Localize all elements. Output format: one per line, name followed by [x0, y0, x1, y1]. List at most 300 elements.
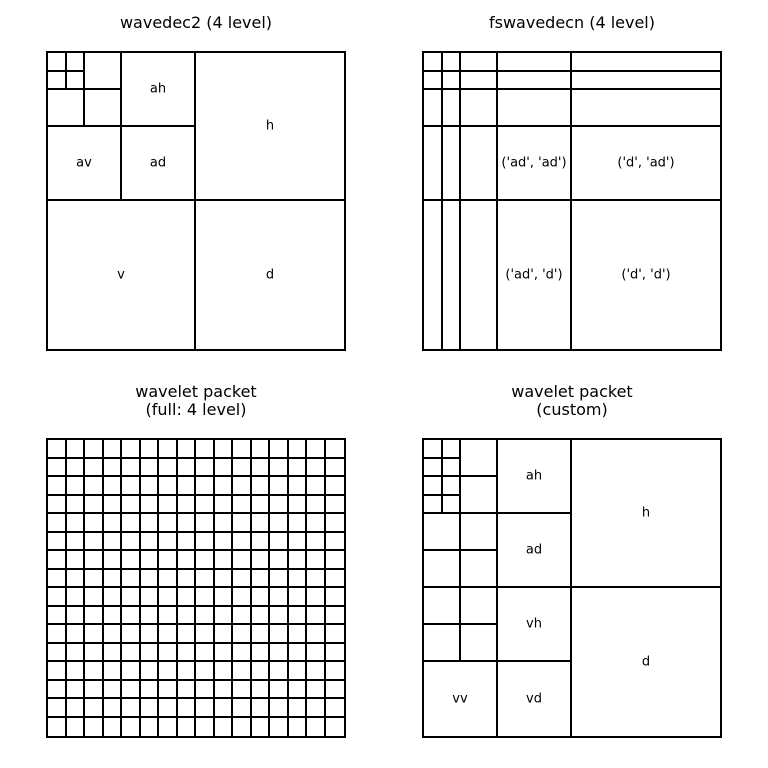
subband-cell-unlabeled — [122, 718, 141, 736]
subband-cell-unlabeled — [289, 533, 307, 551]
subband-cell-unlabeled — [270, 551, 289, 570]
subband-cell-unlabeled — [85, 662, 104, 681]
subband-cell — [572, 588, 720, 736]
subband-cell-unlabeled — [196, 459, 215, 477]
subband-cell-unlabeled — [233, 588, 252, 607]
subband-cell-unlabeled — [85, 53, 122, 90]
subband-cell-unlabeled — [289, 570, 307, 588]
subband-cell-unlabeled — [85, 514, 104, 533]
subband-cell-unlabeled — [307, 625, 326, 644]
subband-cell — [122, 53, 196, 127]
subband-cell-unlabeled — [178, 662, 196, 681]
subband-cell-unlabeled — [159, 718, 178, 736]
subband-label: v — [117, 267, 125, 283]
subband-cell-unlabeled — [233, 514, 252, 533]
subband-cell-unlabeled — [215, 625, 233, 644]
subband-cell-unlabeled — [178, 496, 196, 514]
subband-cell-unlabeled — [67, 607, 85, 625]
subband-cell-unlabeled — [141, 496, 159, 514]
subband-cell-unlabeled — [307, 533, 326, 551]
subband-cell-unlabeled — [215, 681, 233, 699]
subband-cell-unlabeled — [461, 90, 498, 127]
subband-cell-unlabeled — [252, 551, 270, 570]
subband-cell-unlabeled — [215, 496, 233, 514]
subband-cell — [498, 127, 572, 201]
subband-cell-unlabeled — [178, 644, 196, 662]
subband-cell-unlabeled — [443, 459, 461, 477]
subband-label: ('d', 'd') — [621, 267, 671, 283]
subband-cell-unlabeled — [159, 625, 178, 644]
subband-cell-unlabeled — [270, 459, 289, 477]
subband-cell-unlabeled — [104, 514, 122, 533]
subband-cell-unlabeled — [159, 514, 178, 533]
subband-cell-unlabeled — [141, 477, 159, 496]
subband-cell-unlabeled — [196, 551, 215, 570]
subband-cell — [196, 53, 344, 201]
subband-cell — [48, 127, 122, 201]
subband-cell-unlabeled — [48, 662, 67, 681]
subband-cell-unlabeled — [196, 570, 215, 588]
subband-cell-unlabeled — [122, 644, 141, 662]
subband-cell-unlabeled — [326, 551, 344, 570]
subband-cell-unlabeled — [159, 477, 178, 496]
subband-cell-unlabeled — [233, 459, 252, 477]
subband-cell-unlabeled — [48, 644, 67, 662]
subband-cell-unlabeled — [215, 570, 233, 588]
subband-cell-unlabeled — [326, 607, 344, 625]
subband-cell-unlabeled — [122, 477, 141, 496]
subband-cell-unlabeled — [85, 625, 104, 644]
subband-cell-unlabeled — [307, 477, 326, 496]
subband-cell-unlabeled — [215, 588, 233, 607]
subband-cell — [498, 201, 572, 349]
subband-cell-unlabeled — [85, 607, 104, 625]
subband-cell-unlabeled — [424, 588, 461, 625]
subband-cell-unlabeled — [159, 459, 178, 477]
subband-cell-unlabeled — [67, 440, 85, 459]
subband-cell-unlabeled — [178, 570, 196, 588]
subband-cell-unlabeled — [67, 625, 85, 644]
subband-cell-unlabeled — [461, 72, 498, 90]
subband-cell-unlabeled — [424, 477, 443, 496]
subband-cell-unlabeled — [122, 440, 141, 459]
subband-cell-unlabeled — [270, 496, 289, 514]
subband-cell-unlabeled — [122, 607, 141, 625]
subband-cell-unlabeled — [122, 588, 141, 607]
subband-cell-unlabeled — [104, 459, 122, 477]
subband-label: ad — [149, 155, 167, 171]
subband-cell-unlabeled — [67, 533, 85, 551]
subband-cell-unlabeled — [141, 644, 159, 662]
subband-cell-unlabeled — [141, 718, 159, 736]
subband-cell-unlabeled — [252, 588, 270, 607]
subband-cell-unlabeled — [104, 570, 122, 588]
subband-cell-unlabeled — [326, 570, 344, 588]
subband-cell-unlabeled — [48, 625, 67, 644]
subband-cell-unlabeled — [159, 440, 178, 459]
subband-cell-unlabeled — [196, 533, 215, 551]
subband-cell-unlabeled — [67, 644, 85, 662]
subband-cell-unlabeled — [122, 459, 141, 477]
subband-cell-unlabeled — [178, 440, 196, 459]
subband-cell-unlabeled — [252, 644, 270, 662]
subband-cell — [498, 514, 572, 588]
panel-title-fswavedecn: fswavedecn (4 level) — [489, 13, 655, 32]
subband-cell-unlabeled — [122, 625, 141, 644]
subband-cell-unlabeled — [270, 514, 289, 533]
subband-cell-unlabeled — [104, 607, 122, 625]
subband-cell-unlabeled — [443, 127, 461, 201]
subband-cell-unlabeled — [85, 570, 104, 588]
subband-cell-unlabeled — [252, 570, 270, 588]
subband-cell-unlabeled — [159, 551, 178, 570]
subband-cell-unlabeled — [498, 53, 572, 72]
subband-cell-unlabeled — [122, 662, 141, 681]
subband-cell — [572, 127, 720, 201]
subband-cell-unlabeled — [461, 440, 498, 477]
subband-cell-unlabeled — [141, 440, 159, 459]
subband-cell-unlabeled — [159, 570, 178, 588]
subband-cell-unlabeled — [424, 459, 443, 477]
subband-cell-unlabeled — [289, 699, 307, 718]
subband-cell-unlabeled — [424, 440, 443, 459]
subband-cell-unlabeled — [141, 681, 159, 699]
subband-cell-unlabeled — [233, 551, 252, 570]
panel-title-wavelet-packet-full: wavelet packet (full: 4 level) — [135, 382, 257, 419]
subband-cell-unlabeled — [122, 570, 141, 588]
subband-cell-unlabeled — [85, 644, 104, 662]
subband-cell-unlabeled — [196, 718, 215, 736]
subband-cell-unlabeled — [178, 607, 196, 625]
subband-cell-unlabeled — [215, 699, 233, 718]
subband-cell-unlabeled — [424, 201, 443, 349]
subband-cell-unlabeled — [141, 588, 159, 607]
subband-cell-unlabeled — [85, 718, 104, 736]
subband-cell-unlabeled — [233, 644, 252, 662]
subband-cell-unlabeled — [85, 551, 104, 570]
subband-cell-unlabeled — [307, 496, 326, 514]
subband-cell-unlabeled — [104, 496, 122, 514]
subband-cell-unlabeled — [270, 644, 289, 662]
subband-cell-unlabeled — [233, 662, 252, 681]
subband-cell-unlabeled — [572, 53, 720, 72]
subband-label: h — [265, 118, 275, 134]
subband-cell-unlabeled — [85, 459, 104, 477]
subband-cell-unlabeled — [141, 607, 159, 625]
subband-cell-unlabeled — [178, 625, 196, 644]
subband-cell-unlabeled — [67, 718, 85, 736]
subband-cell-unlabeled — [159, 496, 178, 514]
panel-title-wavelet-packet-custom: wavelet packet (custom) — [511, 382, 633, 419]
subband-cell-unlabeled — [85, 477, 104, 496]
subband-cell-unlabeled — [122, 699, 141, 718]
subband-cell-unlabeled — [196, 699, 215, 718]
subband-cell-unlabeled — [270, 625, 289, 644]
subband-cell-unlabeled — [85, 699, 104, 718]
subband-cell-unlabeled — [85, 681, 104, 699]
subband-cell-unlabeled — [85, 533, 104, 551]
subband-cell-unlabeled — [104, 718, 122, 736]
subband-cell-unlabeled — [48, 699, 67, 718]
subband-cell-unlabeled — [252, 477, 270, 496]
subband-cell-unlabeled — [443, 496, 461, 514]
subband-cell-unlabeled — [326, 588, 344, 607]
subband-cell-unlabeled — [307, 440, 326, 459]
subband-cell-unlabeled — [215, 533, 233, 551]
subband-label: av — [76, 155, 92, 171]
subband-cell-unlabeled — [104, 681, 122, 699]
subband-cell-unlabeled — [159, 699, 178, 718]
subband-cell-unlabeled — [270, 533, 289, 551]
subband-cell-unlabeled — [289, 644, 307, 662]
subband-cell-unlabeled — [443, 201, 461, 349]
subband-cell-unlabeled — [104, 662, 122, 681]
subband-cell-unlabeled — [67, 662, 85, 681]
subband-cell-unlabeled — [252, 625, 270, 644]
subband-cell-unlabeled — [122, 514, 141, 533]
subband-cell-unlabeled — [307, 588, 326, 607]
subband-cell-unlabeled — [252, 718, 270, 736]
subband-cell-unlabeled — [48, 514, 67, 533]
subband-cell-unlabeled — [48, 588, 67, 607]
subband-cell-unlabeled — [196, 662, 215, 681]
subband-cell-unlabeled — [307, 607, 326, 625]
subband-cell-unlabeled — [122, 551, 141, 570]
subband-cell-unlabeled — [104, 644, 122, 662]
subband-cell-unlabeled — [196, 477, 215, 496]
subband-cell-unlabeled — [424, 551, 461, 588]
subband-cell-unlabeled — [307, 514, 326, 533]
subband-cell-unlabeled — [326, 533, 344, 551]
subband-cell-unlabeled — [48, 496, 67, 514]
subband-cell-unlabeled — [289, 681, 307, 699]
subband-cell-unlabeled — [159, 607, 178, 625]
subband-cell-unlabeled — [307, 570, 326, 588]
subband-cell-unlabeled — [48, 533, 67, 551]
subband-cell-unlabeled — [215, 607, 233, 625]
grid-fswavedecn — [422, 51, 722, 351]
subband-cell-unlabeled — [572, 90, 720, 127]
subband-cell-unlabeled — [48, 477, 67, 496]
grid-wavedec2 — [46, 51, 346, 351]
subband-cell-unlabeled — [326, 699, 344, 718]
subband-cell-unlabeled — [289, 477, 307, 496]
subband-cell-unlabeled — [67, 496, 85, 514]
subband-cell-unlabeled — [289, 551, 307, 570]
subband-cell-unlabeled — [233, 533, 252, 551]
subband-cell-unlabeled — [233, 477, 252, 496]
subband-cell-unlabeled — [141, 625, 159, 644]
subband-cell-unlabeled — [159, 588, 178, 607]
subband-cell-unlabeled — [443, 90, 461, 127]
subband-cell-unlabeled — [252, 681, 270, 699]
subband-cell-unlabeled — [326, 514, 344, 533]
subband-label: h — [641, 505, 651, 521]
subband-cell-unlabeled — [233, 625, 252, 644]
subband-cell-unlabeled — [178, 459, 196, 477]
subband-cell-unlabeled — [461, 551, 498, 588]
grid-wavelet-packet-full — [46, 438, 346, 738]
subband-cell-unlabeled — [85, 496, 104, 514]
subband-cell-unlabeled — [48, 607, 67, 625]
subband-cell-unlabeled — [424, 72, 443, 90]
subband-cell-unlabeled — [215, 644, 233, 662]
subband-cell-unlabeled — [104, 588, 122, 607]
subband-cell-unlabeled — [270, 662, 289, 681]
subband-cell-unlabeled — [289, 588, 307, 607]
subband-cell-unlabeled — [424, 496, 443, 514]
subband-cell-unlabeled — [196, 625, 215, 644]
subband-cell-unlabeled — [215, 514, 233, 533]
subband-cell-unlabeled — [461, 201, 498, 349]
subband-cell-unlabeled — [424, 514, 461, 551]
subband-cell-unlabeled — [289, 607, 307, 625]
subband-cell-unlabeled — [572, 72, 720, 90]
subband-cell-unlabeled — [270, 477, 289, 496]
grid-wavelet-packet-custom — [422, 438, 722, 738]
subband-label: ('ad', 'ad') — [501, 155, 567, 171]
subband-cell-unlabeled — [196, 681, 215, 699]
subband-cell-unlabeled — [178, 551, 196, 570]
subband-cell-unlabeled — [289, 496, 307, 514]
subband-cell-unlabeled — [498, 90, 572, 127]
subband-cell-unlabeled — [196, 440, 215, 459]
subband-cell-unlabeled — [307, 551, 326, 570]
subband-cell-unlabeled — [270, 699, 289, 718]
subband-cell-unlabeled — [443, 72, 461, 90]
subband-cell-unlabeled — [48, 90, 85, 127]
subband-label: d — [265, 267, 275, 283]
subband-cell-unlabeled — [233, 607, 252, 625]
subband-cell-unlabeled — [252, 607, 270, 625]
subband-cell-unlabeled — [122, 681, 141, 699]
subband-cell-unlabeled — [443, 53, 461, 72]
subband-cell-unlabeled — [141, 514, 159, 533]
subband-cell-unlabeled — [67, 53, 85, 72]
subband-cell-unlabeled — [67, 681, 85, 699]
subband-cell-unlabeled — [178, 477, 196, 496]
subband-label: vd — [526, 691, 542, 707]
subband-cell-unlabeled — [215, 440, 233, 459]
subband-cell-unlabeled — [215, 551, 233, 570]
subband-cell-unlabeled — [307, 644, 326, 662]
subband-label: vh — [526, 616, 542, 632]
subband-cell-unlabeled — [233, 496, 252, 514]
subband-label: d — [641, 654, 651, 670]
subband-cell-unlabeled — [289, 459, 307, 477]
subband-cell — [498, 662, 572, 736]
subband-label: ('ad', 'd') — [505, 267, 563, 283]
subband-cell — [196, 201, 344, 349]
subband-cell-unlabeled — [196, 496, 215, 514]
subband-cell-unlabeled — [252, 699, 270, 718]
subband-cell-unlabeled — [424, 53, 443, 72]
subband-cell-unlabeled — [270, 681, 289, 699]
subband-cell-unlabeled — [326, 440, 344, 459]
subband-cell-unlabeled — [159, 533, 178, 551]
subband-cell-unlabeled — [48, 459, 67, 477]
subband-label: ('d', 'ad') — [617, 155, 675, 171]
subband-cell-unlabeled — [461, 625, 498, 662]
subband-cell-unlabeled — [326, 718, 344, 736]
subband-cell — [498, 588, 572, 662]
subband-cell-unlabeled — [424, 625, 461, 662]
subband-label: vv — [452, 691, 468, 707]
subband-cell — [424, 662, 498, 736]
subband-cell-unlabeled — [141, 533, 159, 551]
subband-cell-unlabeled — [326, 477, 344, 496]
subband-cell-unlabeled — [141, 551, 159, 570]
subband-cell-unlabeled — [289, 440, 307, 459]
subband-cell-unlabeled — [159, 662, 178, 681]
subband-cell-unlabeled — [67, 588, 85, 607]
subband-cell-unlabeled — [104, 477, 122, 496]
subband-cell-unlabeled — [141, 699, 159, 718]
subband-label: ah — [525, 468, 543, 484]
subband-cell-unlabeled — [270, 570, 289, 588]
subband-cell-unlabeled — [48, 718, 67, 736]
subband-label: ah — [149, 81, 167, 97]
subband-cell-unlabeled — [252, 514, 270, 533]
subband-cell-unlabeled — [67, 699, 85, 718]
subband-cell-unlabeled — [104, 699, 122, 718]
subband-cell-unlabeled — [104, 440, 122, 459]
subband-cell-unlabeled — [326, 681, 344, 699]
subband-cell-unlabeled — [307, 699, 326, 718]
subband-cell-unlabeled — [85, 90, 122, 127]
subband-cell-unlabeled — [104, 551, 122, 570]
subband-cell-unlabeled — [67, 551, 85, 570]
subband-cell-unlabeled — [252, 496, 270, 514]
subband-cell-unlabeled — [289, 718, 307, 736]
subband-cell-unlabeled — [159, 681, 178, 699]
subband-cell-unlabeled — [122, 496, 141, 514]
subband-cell-unlabeled — [289, 514, 307, 533]
subband-cell-unlabeled — [233, 570, 252, 588]
subband-cell-unlabeled — [104, 625, 122, 644]
subband-cell-unlabeled — [326, 496, 344, 514]
subband-cell-unlabeled — [48, 551, 67, 570]
subband-cell-unlabeled — [48, 440, 67, 459]
subband-cell-unlabeled — [159, 644, 178, 662]
subband-cell-unlabeled — [424, 90, 443, 127]
subband-cell-unlabeled — [307, 681, 326, 699]
subband-cell-unlabeled — [141, 459, 159, 477]
subband-cell-unlabeled — [215, 477, 233, 496]
subband-cell-unlabeled — [252, 459, 270, 477]
subband-cell-unlabeled — [461, 127, 498, 201]
subband-cell-unlabeled — [67, 459, 85, 477]
subband-cell-unlabeled — [67, 514, 85, 533]
subband-cell-unlabeled — [215, 459, 233, 477]
subband-cell-unlabeled — [270, 718, 289, 736]
subband-cell-unlabeled — [178, 588, 196, 607]
subband-cell-unlabeled — [252, 440, 270, 459]
subband-cell-unlabeled — [104, 533, 122, 551]
subband-cell-unlabeled — [307, 718, 326, 736]
subband-cell-unlabeled — [233, 681, 252, 699]
subband-cell-unlabeled — [178, 681, 196, 699]
subband-cell-unlabeled — [498, 72, 572, 90]
subband-cell-unlabeled — [178, 533, 196, 551]
panel-title-wavedec2: wavedec2 (4 level) — [119, 13, 273, 32]
subband-label: ad — [525, 542, 543, 558]
subband-cell-unlabeled — [48, 53, 67, 72]
subband-cell-unlabeled — [461, 53, 498, 72]
subband-cell — [498, 440, 572, 514]
subband-cell-unlabeled — [289, 662, 307, 681]
subband-cell-unlabeled — [67, 570, 85, 588]
